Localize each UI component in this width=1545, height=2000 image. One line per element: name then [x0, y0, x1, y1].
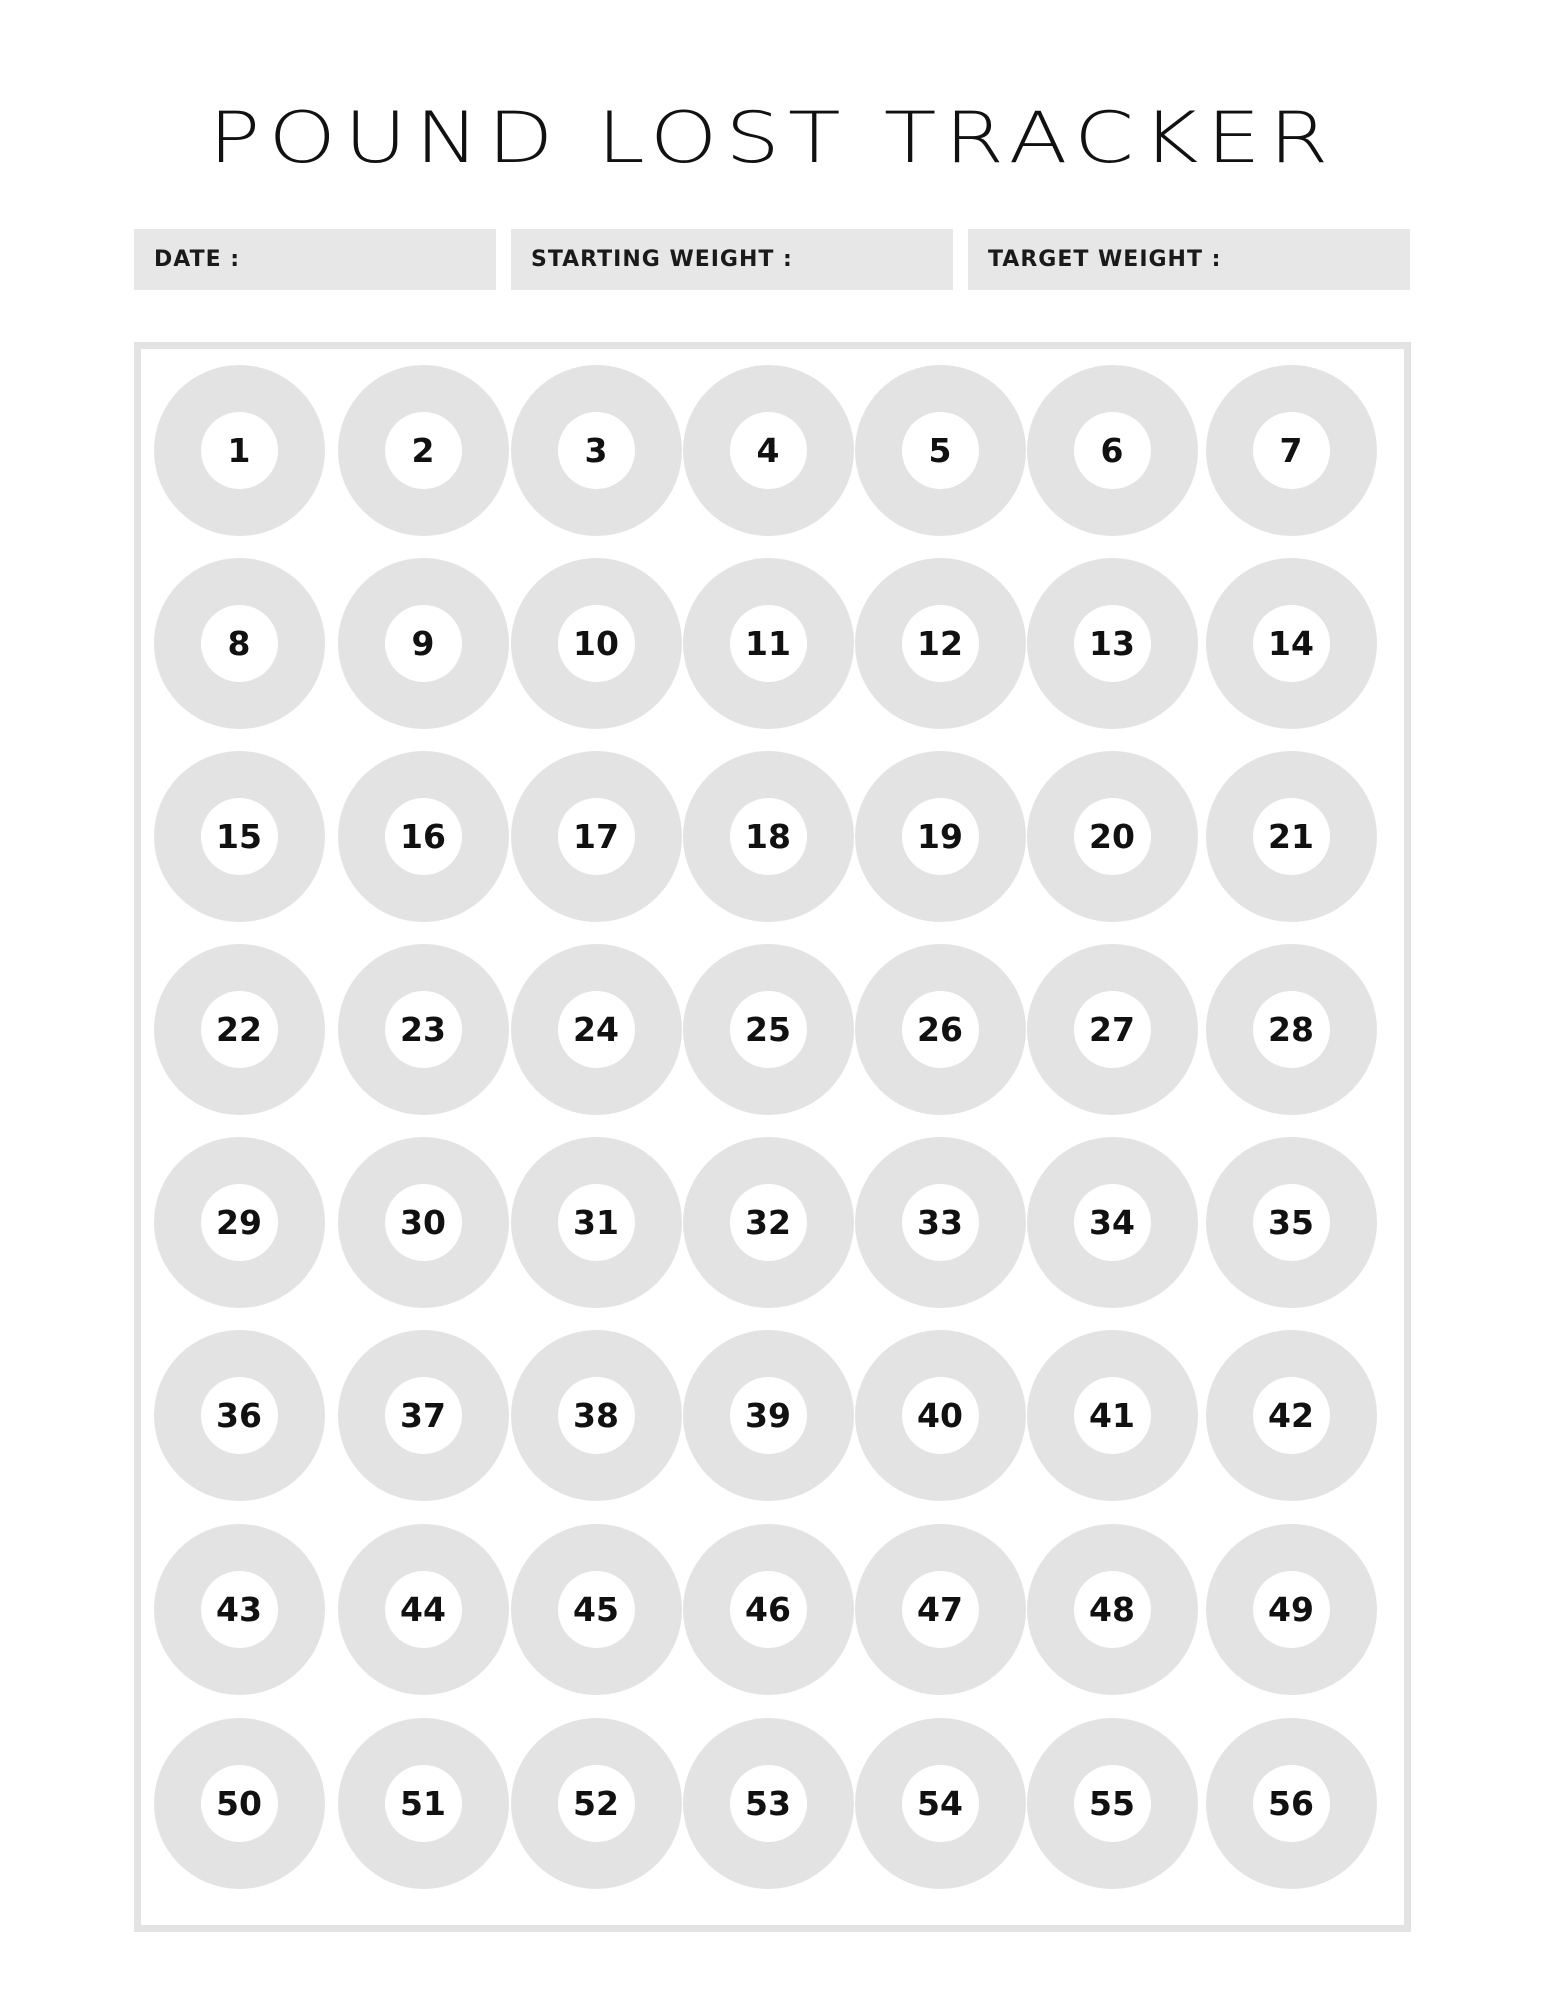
pound-number: 49 [1253, 1571, 1330, 1648]
pound-circle[interactable] [1027, 1330, 1198, 1501]
pound-circle[interactable] [338, 944, 509, 1115]
pound-circle[interactable] [154, 1524, 325, 1695]
pound-circle[interactable] [1027, 558, 1198, 729]
pound-number: 28 [1253, 991, 1330, 1068]
pound-circle[interactable] [1206, 1137, 1377, 1308]
pound-number: 38 [558, 1377, 635, 1454]
pound-number: 43 [201, 1571, 278, 1648]
pound-number: 11 [730, 605, 807, 682]
pound-number: 21 [1253, 798, 1330, 875]
pound-circle[interactable] [855, 751, 1026, 922]
pound-circle[interactable] [338, 365, 509, 536]
pound-circle[interactable] [855, 365, 1026, 536]
pound-circle[interactable] [855, 1137, 1026, 1308]
pound-circle[interactable] [338, 1524, 509, 1695]
pound-number: 41 [1074, 1377, 1151, 1454]
pound-circle[interactable] [855, 558, 1026, 729]
pound-number: 45 [558, 1571, 635, 1648]
pound-number: 14 [1253, 605, 1330, 682]
pound-circle[interactable] [683, 944, 854, 1115]
pound-number: 46 [730, 1571, 807, 1648]
pound-number: 34 [1074, 1184, 1151, 1261]
pound-number: 29 [201, 1184, 278, 1261]
pound-number: 52 [558, 1765, 635, 1842]
pound-number: 19 [902, 798, 979, 875]
pound-circle[interactable] [154, 1718, 325, 1889]
date-field[interactable] [134, 229, 496, 290]
pound-circle[interactable] [683, 1718, 854, 1889]
pound-circle[interactable] [683, 1524, 854, 1695]
pound-circle[interactable] [511, 944, 682, 1115]
pound-circle[interactable] [338, 1718, 509, 1889]
pound-circle[interactable] [511, 1137, 682, 1308]
pound-circle[interactable] [1027, 365, 1198, 536]
pound-number: 4 [730, 412, 807, 489]
pound-number: 55 [1074, 1765, 1151, 1842]
pound-circle[interactable] [855, 1718, 1026, 1889]
pound-number: 15 [201, 798, 278, 875]
pound-number: 2 [385, 412, 462, 489]
pound-circle[interactable] [1027, 1718, 1198, 1889]
pound-circle[interactable] [683, 558, 854, 729]
date-label: DATE : [154, 247, 241, 272]
pound-number: 18 [730, 798, 807, 875]
pound-number: 51 [385, 1765, 462, 1842]
pound-number: 39 [730, 1377, 807, 1454]
pound-circle[interactable] [511, 1524, 682, 1695]
pound-circle[interactable] [683, 365, 854, 536]
pound-number: 1 [201, 412, 278, 489]
pound-circle[interactable] [511, 365, 682, 536]
pound-number: 12 [902, 605, 979, 682]
pound-number: 30 [385, 1184, 462, 1261]
pound-circle[interactable] [338, 558, 509, 729]
pound-circle[interactable] [1027, 1137, 1198, 1308]
pound-circle[interactable] [338, 1137, 509, 1308]
pound-circle[interactable] [1206, 1330, 1377, 1501]
pound-circle[interactable] [154, 1137, 325, 1308]
pound-number: 8 [201, 605, 278, 682]
pound-number: 24 [558, 991, 635, 1068]
pound-number: 26 [902, 991, 979, 1068]
pound-number: 27 [1074, 991, 1151, 1068]
pound-circle[interactable] [855, 1330, 1026, 1501]
pound-circle[interactable] [855, 1524, 1026, 1695]
pound-circle[interactable] [338, 1330, 509, 1501]
pound-circle[interactable] [1206, 365, 1377, 536]
pound-circle[interactable] [154, 944, 325, 1115]
pound-circle[interactable] [1027, 944, 1198, 1115]
pound-number: 53 [730, 1765, 807, 1842]
pound-circle[interactable] [1206, 558, 1377, 729]
pound-number: 36 [201, 1377, 278, 1454]
pound-number: 42 [1253, 1377, 1330, 1454]
pound-circle[interactable] [683, 1330, 854, 1501]
pound-number: 47 [902, 1571, 979, 1648]
pound-circle[interactable] [1206, 944, 1377, 1115]
pound-circle[interactable] [683, 1137, 854, 1308]
pound-circle[interactable] [1206, 1524, 1377, 1695]
pound-circle[interactable] [338, 751, 509, 922]
pound-number: 16 [385, 798, 462, 875]
pound-number: 25 [730, 991, 807, 1068]
pound-circle[interactable] [154, 1330, 325, 1501]
pound-circle[interactable] [1206, 751, 1377, 922]
pound-number: 5 [902, 412, 979, 489]
pound-number: 37 [385, 1377, 462, 1454]
pound-circle[interactable] [154, 558, 325, 729]
pound-number: 56 [1253, 1765, 1330, 1842]
pound-number: 17 [558, 798, 635, 875]
pound-circle[interactable] [1027, 751, 1198, 922]
pound-circle[interactable] [1027, 1524, 1198, 1695]
pound-circle[interactable] [855, 944, 1026, 1115]
pound-number: 35 [1253, 1184, 1330, 1261]
pound-number: 50 [201, 1765, 278, 1842]
pound-number: 31 [558, 1184, 635, 1261]
target-weight-label: TARGET WEIGHT : [988, 247, 1222, 272]
pound-number: 20 [1074, 798, 1151, 875]
pound-circle[interactable] [154, 365, 325, 536]
page-title: POUND LOST TRACKER [208, 97, 1337, 179]
pound-circle[interactable] [683, 751, 854, 922]
pound-circle[interactable] [511, 558, 682, 729]
pound-number: 13 [1074, 605, 1151, 682]
starting-weight-field[interactable] [511, 229, 953, 290]
pound-circle[interactable] [1206, 1718, 1377, 1889]
pound-number: 44 [385, 1571, 462, 1648]
pound-number: 6 [1074, 412, 1151, 489]
pound-number: 7 [1253, 412, 1330, 489]
pound-number: 22 [201, 991, 278, 1068]
pound-number: 23 [385, 991, 462, 1068]
target-weight-field[interactable] [968, 229, 1410, 290]
starting-weight-label: STARTING WEIGHT : [531, 247, 793, 272]
pound-circle[interactable] [154, 751, 325, 922]
pound-number: 9 [385, 605, 462, 682]
pound-number: 40 [902, 1377, 979, 1454]
pound-circle[interactable] [511, 751, 682, 922]
pound-number: 33 [902, 1184, 979, 1261]
pound-number: 48 [1074, 1571, 1151, 1648]
pound-circle[interactable] [511, 1718, 682, 1889]
pound-circle[interactable] [511, 1330, 682, 1501]
pound-number: 54 [902, 1765, 979, 1842]
pound-number: 3 [558, 412, 635, 489]
pound-number: 32 [730, 1184, 807, 1261]
pound-number: 10 [558, 605, 635, 682]
